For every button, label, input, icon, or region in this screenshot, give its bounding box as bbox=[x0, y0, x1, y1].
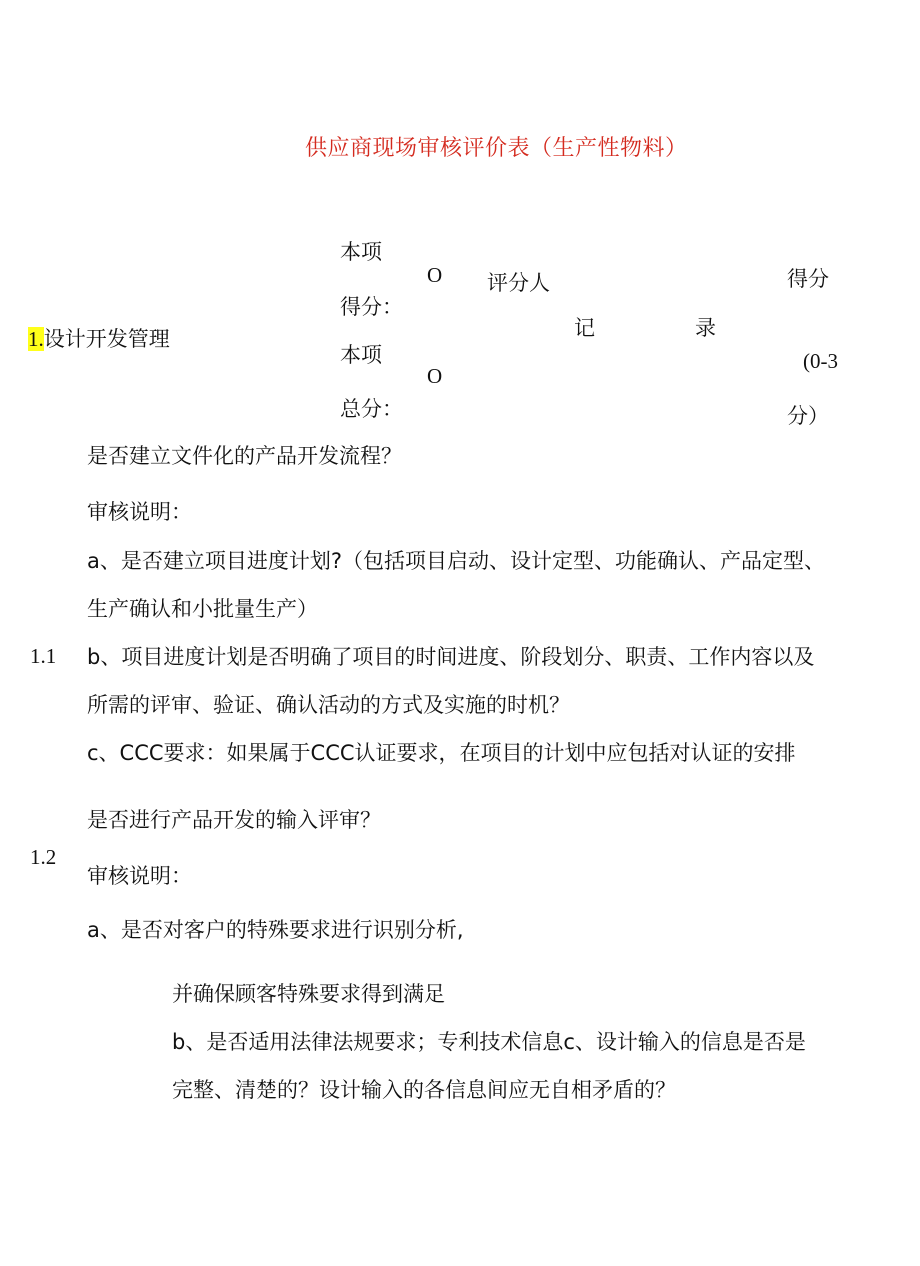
item-note-label: 审核说明： bbox=[87, 500, 192, 524]
item-score-label-2: 得分： bbox=[340, 295, 403, 319]
score-header-2: (0-3 bbox=[803, 349, 838, 373]
section-heading bbox=[28, 323, 170, 353]
score-header-3: 分） bbox=[787, 404, 829, 428]
section-name: 设计开发管理 bbox=[43, 327, 170, 351]
item-note-line: b、是否适用法律法规要求；专利技术信息c、设计输入的信息是否是 bbox=[172, 1030, 806, 1054]
item-total-label-2: 总分： bbox=[340, 397, 403, 421]
item-question: 是否进行产品开发的输入评审？ bbox=[87, 808, 381, 832]
item-total-value: O bbox=[427, 364, 443, 388]
item-note-line: 完整、清楚的？设计输入的各信息间应无自相矛盾的？ bbox=[172, 1078, 676, 1102]
score-header-1: 得分 bbox=[787, 267, 829, 291]
item-number: 1.2 bbox=[30, 845, 57, 869]
item-note-line: c、CCC要求：如果属于CCC认证要求，在项目的计划中应包括对认证的安排 bbox=[87, 741, 796, 765]
record-label-char2: 录 bbox=[695, 316, 716, 340]
evaluator-label: 评分人 bbox=[487, 271, 550, 295]
section-number: 1. bbox=[28, 327, 44, 351]
item-note-line: a、是否对客户的特殊要求进行识别分析, bbox=[87, 918, 464, 942]
item-note-line: 并确保顾客特殊要求得到满足 bbox=[172, 982, 445, 1006]
item-note-label: 审核说明： bbox=[87, 864, 192, 888]
record-label-char1: 记 bbox=[574, 316, 595, 340]
page-title: 供应商现场审核评价表（生产性物料） bbox=[305, 136, 688, 161]
item-note-line: 所需的评审、验证、确认活动的方式及实施的时机？ bbox=[87, 693, 570, 717]
item-number: 1.1 bbox=[30, 644, 57, 668]
item-score-label-1: 本项 bbox=[340, 240, 382, 264]
item-score-value: O bbox=[427, 263, 443, 287]
item-note-line: b、项目进度计划是否明确了项目的时间进度、阶段划分、职责、工作内容以及 bbox=[87, 645, 815, 669]
item-note-line: a、是否建立项目进度计划?（包括项目启动、设计定型、功能确认、产品定型、 bbox=[87, 549, 826, 573]
item-note-line: 生产确认和小批量生产） bbox=[87, 597, 318, 621]
item-question: 是否建立文件化的产品开发流程？ bbox=[87, 444, 402, 468]
item-total-label-1: 本项 bbox=[340, 343, 382, 367]
